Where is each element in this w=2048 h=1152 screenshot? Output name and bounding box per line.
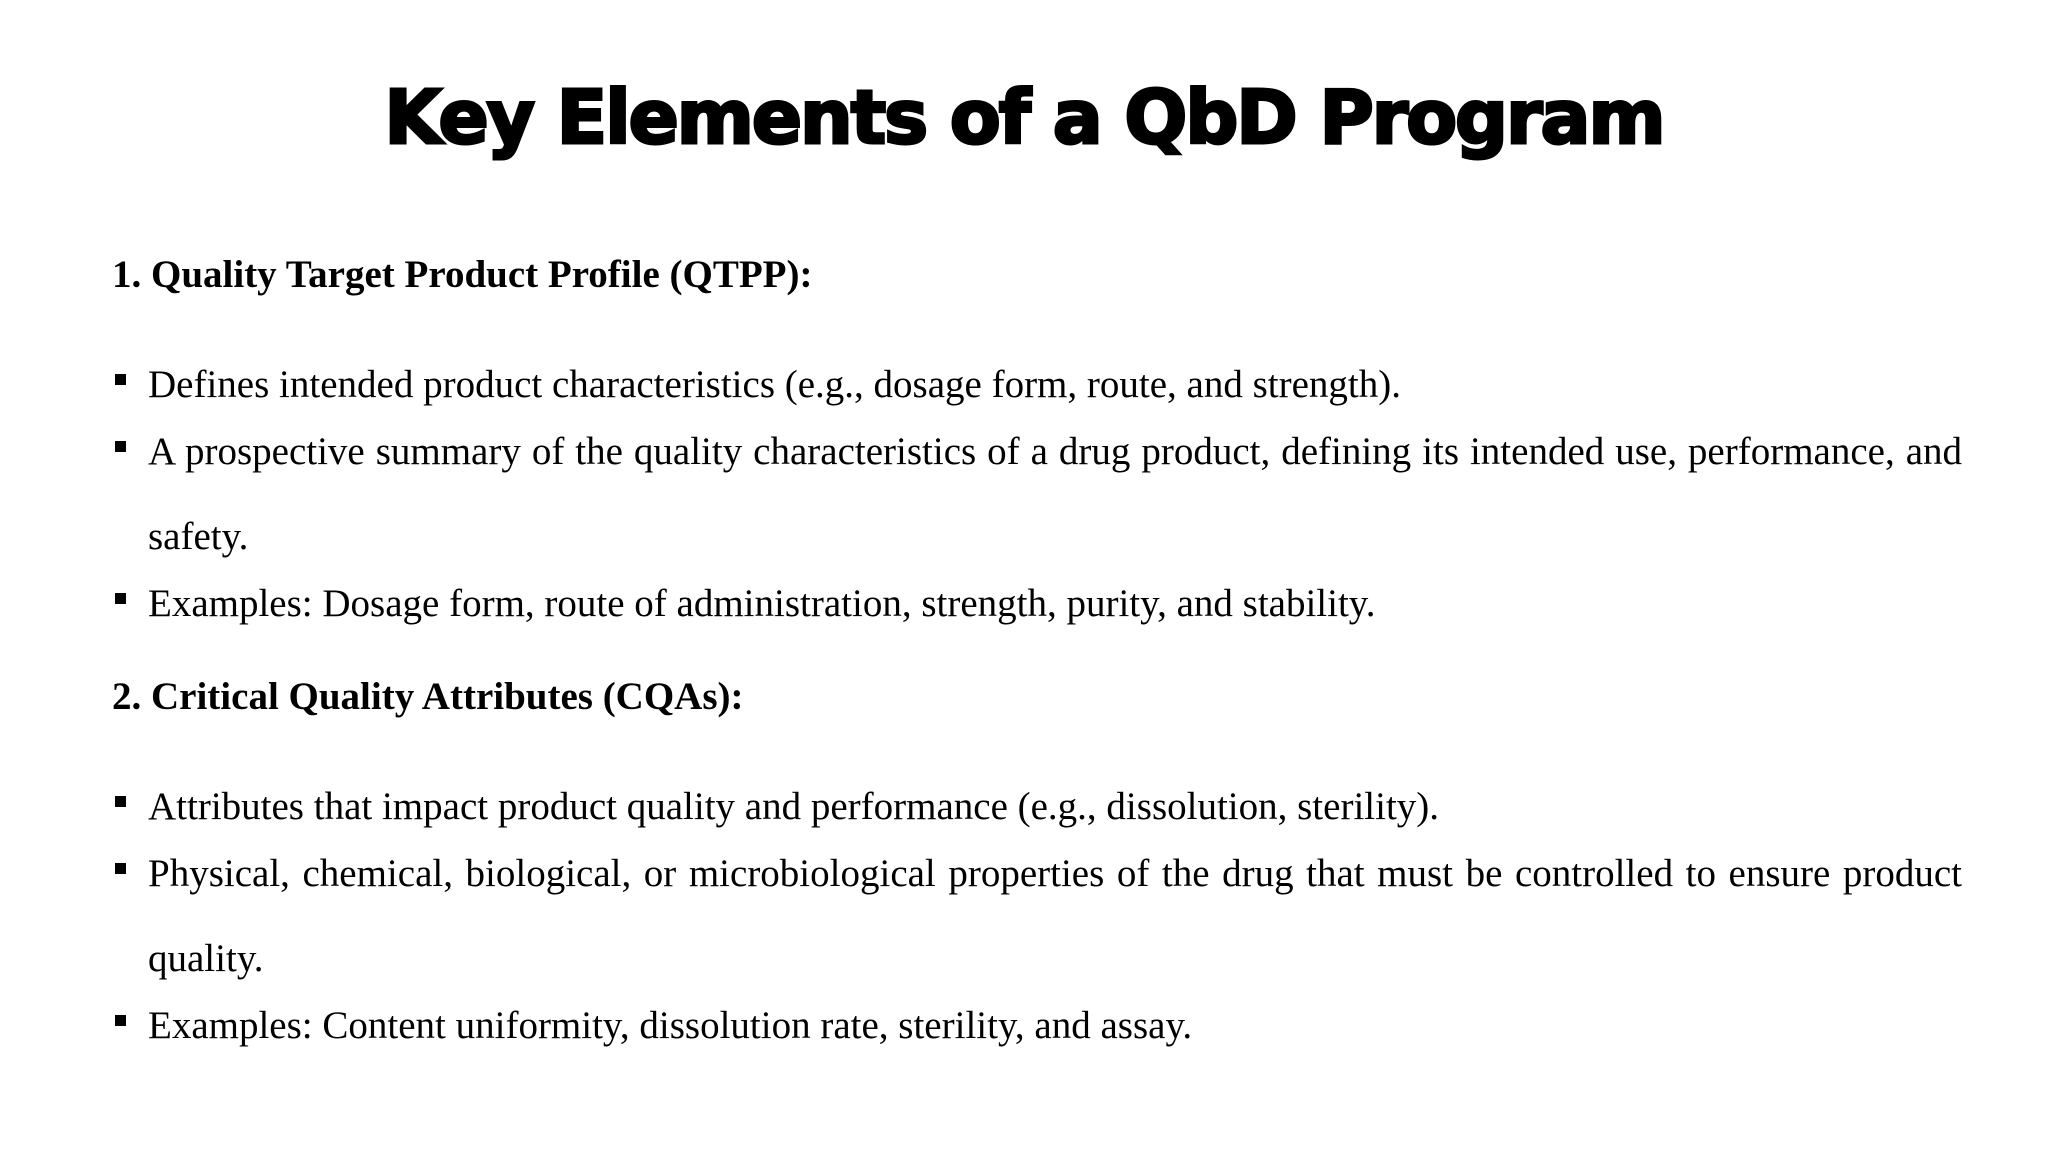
bullet-text: Defines intended product characteristics (e.g., dosage form, route, and strength).	[148, 363, 1401, 406]
square-bullet-icon	[115, 863, 126, 874]
bullet-text: Physical, chemical, biological, or microbiological properties of the drug that must be controlled to ensure product quality.	[148, 852, 1962, 980]
slide-content	[112, 250, 1962, 1068]
bullet-text: Attributes that impact product quality and performance (e.g., dissolution, sterility).	[148, 785, 1440, 828]
bullet-item	[112, 831, 1962, 1001]
bullet-text: Examples: Dosage form, route of administration, strength, purity, and stability.	[148, 582, 1376, 625]
square-bullet-icon	[115, 374, 126, 385]
square-bullet-icon	[115, 593, 126, 604]
section-heading: 1. Quality Target Product Profile (QTPP):	[112, 253, 813, 296]
section-heading: 2. Critical Quality Attributes (CQAs):	[112, 675, 744, 718]
bullet-text: A prospective summary of the quality characteristics of a drug product, defining its intended use, performance, and safety.	[148, 430, 1962, 558]
bullet-text: Examples: Content uniformity, dissolution rate, sterility, and assay.	[148, 1004, 1193, 1047]
bullet-item	[112, 409, 1962, 579]
square-bullet-icon	[115, 441, 126, 452]
square-bullet-icon	[115, 796, 126, 807]
section-cqas	[112, 672, 1962, 1068]
bullet-item	[112, 561, 1962, 646]
bullet-item	[112, 983, 1962, 1068]
slide-title: Key Elements of a QbD Program	[384, 75, 1664, 161]
section-qtpp	[112, 250, 1962, 646]
square-bullet-icon	[115, 1015, 126, 1026]
